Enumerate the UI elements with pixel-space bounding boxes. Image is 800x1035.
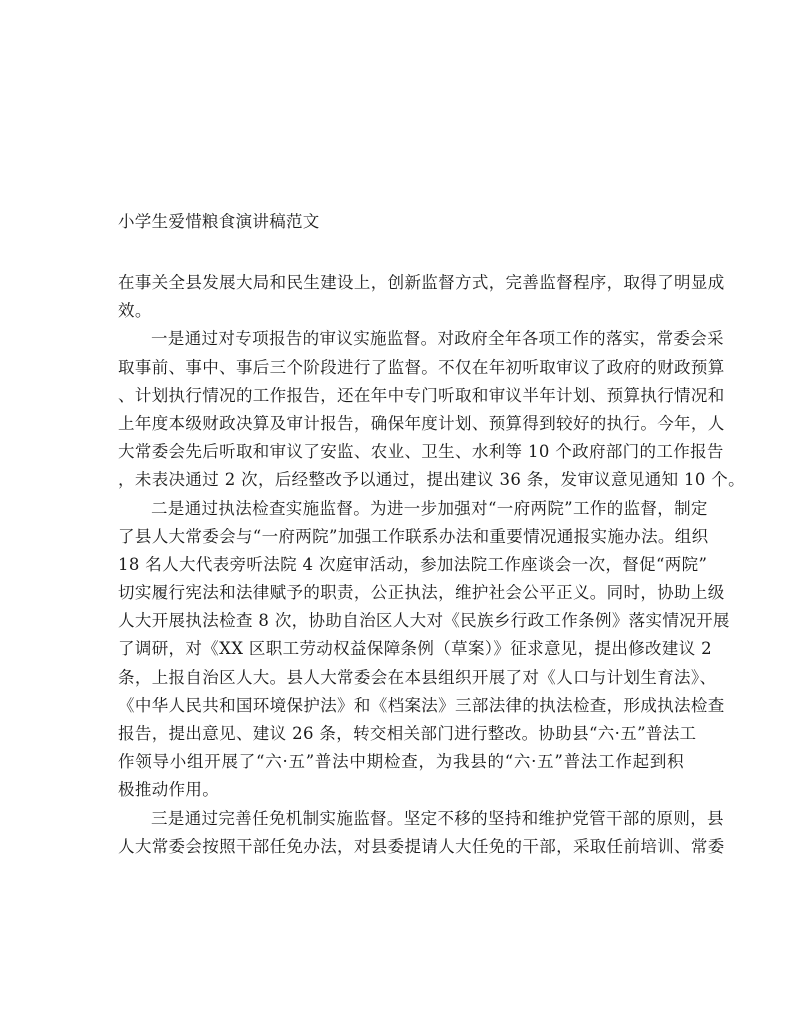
text-line: 取事前、事中、事后三个阶段进行了监督。不仅在年初听取审议了政府的财政预算 — [118, 357, 725, 377]
text-line: 在事关全县发展大局和民生建设上，创新监督方式，完善监督程序，取得了明显成 — [118, 273, 725, 292]
document-title: 小学生爱惜粮食演讲稿范文 — [118, 212, 320, 231]
text-line: 人大常委会按照干部任免办法，对县委提请人大任免的干部，采取任前培训、常委 — [118, 836, 725, 856]
paragraph — [118, 495, 730, 805]
text-line: 报告，提出意见、建议 26 条，转交相关部门进行整改。协助县“六·五”普法工 — [118, 724, 697, 743]
text-line: 切实履行宪法和法律赋予的职责，公正执法，维护社会公平正义。同时，协助上级 — [118, 583, 725, 603]
text-line: 、计划执行情况的工作报告，还在年中专门听取和审议半年计划、预算执行情况和 — [118, 385, 725, 405]
document-body — [118, 269, 746, 861]
text-line: 《中华人民共和国环境保护法》和《档案法》三部法律的执法检查，形成执法检查 — [118, 695, 725, 715]
text-line: 作领导小组开展了“六·五”普法中期检查，为我县的“六·五”普法工作起到积 — [118, 752, 684, 772]
text-line: 极推动作用。 — [118, 780, 220, 800]
text-line: 一是通过对专项报告的审议实施监督。对政府全年各项工作的落实，常委会采 — [151, 329, 724, 349]
text-line: 条，上报自治区人大。县人大常委会在本县组织开展了对《人口与计划生育法》、 — [118, 667, 717, 687]
text-line: 大常委会先后听取和审议了安监、农业、卫生、水利等 10 个政府部门的工作报告 — [118, 442, 724, 462]
text-line: 18 名人大代表旁听法院 4 次庭审活动，参加法院工作座谈会一次，督促“两院” — [118, 554, 708, 574]
text-line: 了县人大常委会与“一府两院”加强工作联系办法和重要情况通报实施办法。组织 — [118, 526, 709, 546]
text-line: 人大开展执法检查 8 次，协助自治区人大对《民族乡行政工作条例》落实情况开展 — [118, 611, 730, 631]
text-line: 二是通过执法检查实施监督。为进一步加强对“一府两院”工作的监督，制定 — [151, 498, 708, 518]
paragraph — [118, 325, 746, 494]
text-line: 了调研，对《XX 区职工劳动权益保障条例（草案）》征求意见，提出修改建议 2 — [118, 639, 713, 659]
paragraph — [118, 269, 725, 325]
text-line: 三是通过完善任免机制实施监督。坚定不移的坚持和维护党管干部的原则，县 — [151, 808, 724, 828]
text-line: 上年度本级财政决算及审计报告，确保年度计划、预算得到较好的执行。今年，人 — [118, 413, 725, 433]
text-line: ，未表决通过 2 次，后经整改予以通过，提出建议 36 条，发审议意见通知 10 个。 — [118, 470, 746, 490]
paragraph — [118, 805, 725, 861]
text-line: 效。 — [118, 301, 152, 321]
